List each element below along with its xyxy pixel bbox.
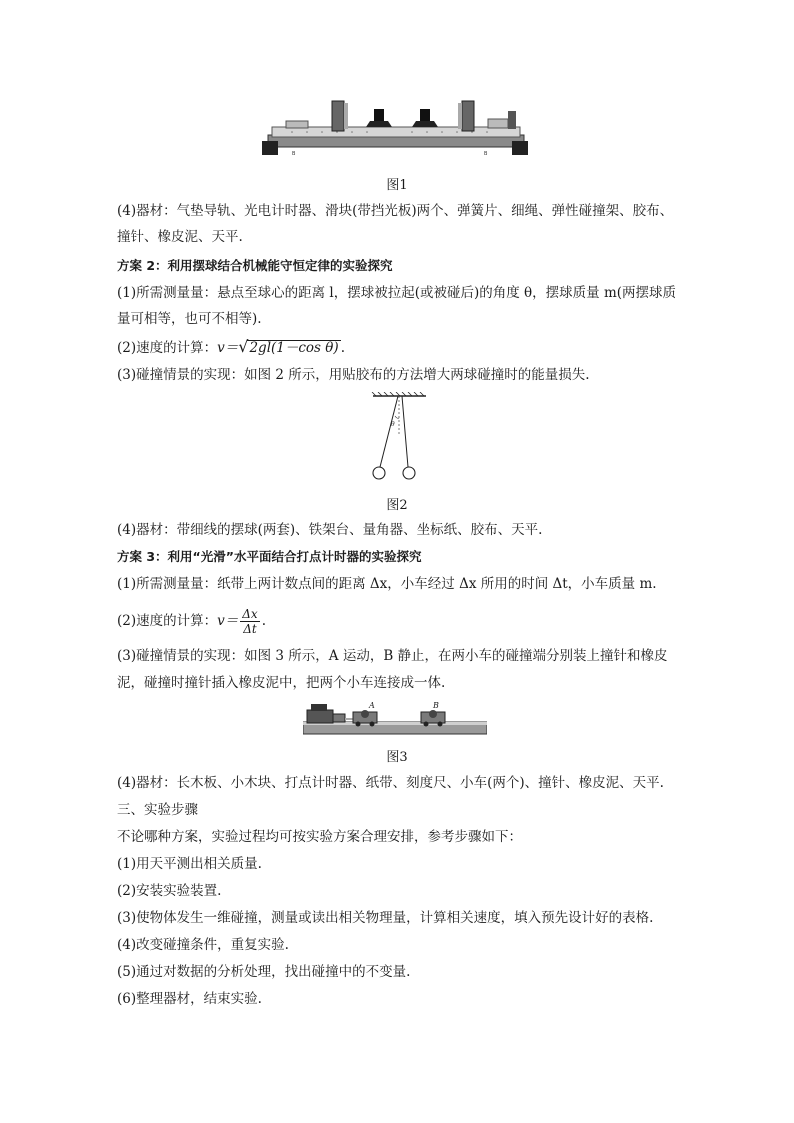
scheme-2-step-1: (1)所需测量量：悬点至球心的距离 l，摆球被拉起(或被碰后)的角度 θ，摆球质量 m(两摆球质 — [117, 285, 677, 301]
fraction-denominator: Δt — [243, 622, 257, 636]
scheme-2-velocity-formula — [117, 337, 345, 358]
step-item: (1)用天平测出相关质量. — [117, 856, 262, 872]
fraction — [240, 607, 259, 636]
figure-3-caption: 图3 — [386, 750, 408, 765]
scheme-3-step-3: (3)碰撞情景的实现：如图 3 所示，A 运动，B 静止，在两小车的碰撞端分别装上撞针和橡皮 — [117, 648, 668, 664]
figure-3-label-b: B — [433, 701, 439, 710]
section-3-heading: 三、实验步骤 — [117, 802, 198, 818]
figure-3-carts — [303, 700, 487, 736]
step-item: (6)整理器材，结束实验. — [117, 991, 262, 1007]
figure-1-air-track — [262, 97, 530, 161]
sqrt-radicand: 2gl(1－cos θ) — [249, 340, 339, 356]
figure-2-caption: 图2 — [386, 498, 408, 513]
svg-text:θ: θ — [391, 421, 395, 428]
scheme-3-equipment: (4)器材：长木板、小木块、打点计时器、纸带、刻度尺、小车(两个)、撞针、橡皮泥、天平. — [117, 775, 664, 791]
svg-text:B: B — [484, 151, 488, 157]
formula-end: . — [261, 613, 266, 629]
figure-1-caption: 图1 — [386, 178, 408, 193]
step-item: (4)改变碰撞条件，重复实验. — [117, 937, 289, 953]
scheme-3-velocity-formula — [117, 603, 266, 639]
scheme-3-step-3-cont: 泥，碰撞时撞针插入橡皮泥中，把两个小车连接成一体. — [117, 675, 446, 691]
equipment-list-1-cont: 撞针、橡皮泥、天平. — [117, 229, 243, 245]
step-item: (2)安装实验装置. — [117, 883, 222, 899]
scheme-3-step-1: (1)所需测量量：纸带上两计数点间的距离 Δx，小车经过 Δx 所用的时间 Δt，小车质量 m. — [117, 576, 657, 592]
equipment-list-1: (4)器材：气垫导轨、光电计时器、滑块(带挡光板)两个、弹簧片、细绳、弹性碰撞架、胶布、 — [117, 203, 674, 219]
scheme-3-heading: 方案 3：利用“光滑”水平面结合打点计时器的实验探究 — [117, 549, 422, 564]
formula-prefix: (2)速度的计算： — [117, 613, 218, 629]
svg-text:B: B — [292, 151, 296, 157]
scheme-2-step-3: (3)碰撞情景的实现：如图 2 所示，用贴胶布的方法增大两球碰撞时的能量损失. — [117, 367, 590, 383]
step-item: (3)使物体发生一维碰撞，测量或读出相关物理量，计算相关速度，填入预先设计好的表格. — [117, 910, 654, 926]
section-3-intro: 不论哪种方案，实验过程均可按实验方案合理安排，参考步骤如下： — [117, 829, 522, 845]
figure-2-pendulums — [368, 392, 428, 484]
scheme-2-step-1-cont: 量可相等，也可不相等). — [117, 311, 262, 327]
fraction-numerator: Δx — [242, 607, 258, 621]
formula-lhs: v＝ — [217, 340, 239, 356]
formula-end: . — [340, 340, 345, 356]
scheme-2-equipment: (4)器材：带细线的摆球(两套)、铁架台、量角器、坐标纸、胶布、天平. — [117, 522, 543, 538]
formula-prefix: (2)速度的计算： — [117, 340, 218, 356]
step-item: (5)通过对数据的分析处理，找出碰撞中的不变量. — [117, 964, 411, 980]
sqrt-sign: √ — [238, 337, 249, 356]
formula-lhs: v＝ — [217, 613, 239, 629]
scheme-2-heading: 方案 2：利用摆球结合机械能守恒定律的实验探究 — [117, 258, 393, 273]
figure-3-label-a: A — [369, 701, 375, 710]
